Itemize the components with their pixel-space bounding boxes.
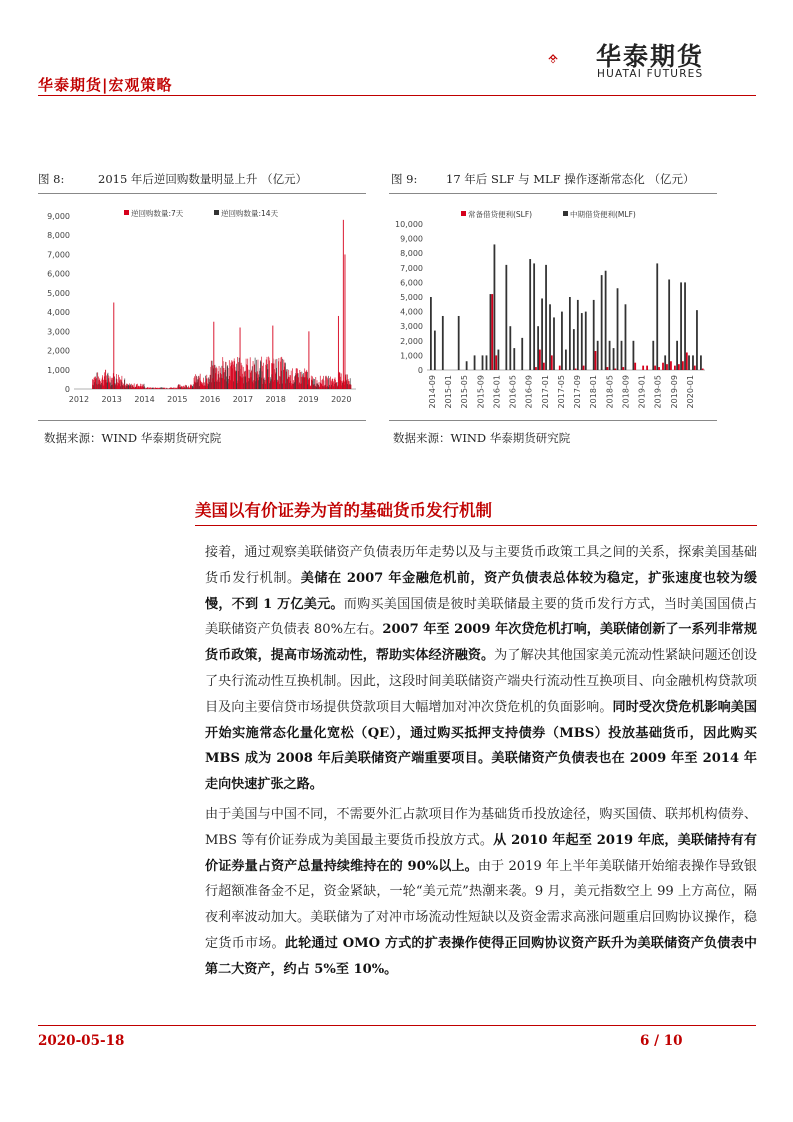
header-brand: 华泰期货|宏观策略 <box>38 76 173 94</box>
huatai-logo-icon <box>548 35 594 83</box>
slf-bar <box>543 363 545 370</box>
y-tick-label: 0 <box>64 385 70 394</box>
logo-en-text: HUATAI FUTURES <box>597 68 704 80</box>
mlf-bar <box>664 355 666 370</box>
chart8-bars <box>92 220 351 389</box>
x-tick-label: 2018 <box>265 395 286 404</box>
section-rule <box>195 525 757 526</box>
legend-label: 逆回购数量:7天 <box>131 209 184 218</box>
x-tick-label: 2016-05 <box>508 375 518 409</box>
y-tick-label: 8,000 <box>47 231 70 241</box>
figure-9-label: 图 9: <box>391 172 418 186</box>
y-tick-label: 5,000 <box>47 288 70 298</box>
y-tick-label: 0 <box>417 366 423 375</box>
figure-8-chart <box>38 200 366 412</box>
y-tick-label: 3,000 <box>400 322 423 332</box>
mlf-bar <box>561 312 563 370</box>
x-tick-label: 2013 <box>101 395 122 404</box>
y-tick-label: 7,000 <box>47 250 70 260</box>
mlf-bar <box>494 244 496 370</box>
x-tick-label: 2019-09 <box>669 375 679 409</box>
bar-peak <box>338 316 339 389</box>
slf-bar <box>694 366 696 370</box>
mlf-bar <box>430 297 432 370</box>
mlf-bar <box>625 304 627 370</box>
section-title: 美国以有价证券为首的基础货币发行机制 <box>195 501 492 520</box>
y-tick-label: 8,000 <box>400 249 423 259</box>
mlf-bar <box>676 341 678 370</box>
slf-bar <box>670 361 672 370</box>
y-tick-label: 4,000 <box>400 307 423 317</box>
legend-label: 常备借贷便利(SLF) <box>468 210 533 219</box>
legend-label: 中期借贷便利(MLF) <box>570 210 636 219</box>
y-tick-label: 5,000 <box>400 293 423 302</box>
mlf-bar <box>621 341 623 370</box>
bar-peak <box>240 327 241 389</box>
paragraph-run: 由于 2019 年上半年美联储开始缩表操作导致银行超额准备金不足，资金紧缺，一轮“美元荒”热潮来袭。9 月，美元指数空上 99 上方高位，隔夜利率波动加大。美联储为了对冲市场流动性短缺以及资金需求高涨问题重启回购协议操作，稳定货币市场。 <box>205 858 757 951</box>
paragraph-run: 由于美国与中国不同，不需要外汇占款项目作为基础货币投放途径，购买国债、联邦机构债券、MBS 等有价证券成为美国最主要货币投放方式。 <box>205 807 757 848</box>
figure-8-source: 数据来源：WIND 华泰期货研究院 <box>44 431 222 445</box>
bar-peak <box>345 254 346 389</box>
figure-9-source: 数据来源：WIND 华泰期货研究院 <box>393 431 571 445</box>
slf-bar <box>642 366 644 370</box>
mlf-bar <box>569 297 571 370</box>
x-tick-label: 2016-09 <box>524 375 534 409</box>
x-tick-label: 2020-01 <box>685 375 695 409</box>
figure-9-bottom-rule <box>389 420 717 421</box>
mlf-bar <box>509 326 511 370</box>
slf-bar <box>575 369 577 370</box>
figure-9-chart <box>389 200 717 416</box>
footer-rule <box>38 1025 756 1026</box>
y-tick-label: 9,000 <box>47 212 70 221</box>
slf-bar <box>666 364 668 370</box>
mlf-bar <box>537 326 539 370</box>
x-tick-label: 2019-01 <box>637 375 647 409</box>
slf-bar <box>674 366 676 370</box>
mlf-bar <box>585 312 587 370</box>
paragraph-text <box>205 802 757 983</box>
paragraph-run: 接着，通过观察美联储资产负债表历年走势以及与主要货币政策工具之间的关系，探索美国基础货币发行机制。 <box>205 545 757 586</box>
y-tick-label: 2,000 <box>400 336 423 346</box>
paragraph-text <box>205 540 757 798</box>
x-tick-label: 2015-01 <box>444 375 454 409</box>
mlf-bar <box>668 279 670 370</box>
y-tick-label: 2,000 <box>47 346 70 356</box>
slf-bar <box>646 366 648 370</box>
bar-peak <box>113 303 114 390</box>
mlf-bar <box>466 361 468 370</box>
chart9-bars <box>430 244 704 370</box>
bar-peak <box>343 220 344 389</box>
x-tick-label: 2018-01 <box>589 375 599 409</box>
slf-bar <box>495 355 497 370</box>
slf-bar <box>583 366 585 370</box>
slf-bar <box>535 367 537 370</box>
slf-bar <box>491 294 493 370</box>
mlf-bar <box>486 355 488 370</box>
figure-8-bottom-rule <box>38 420 366 421</box>
x-tick-label: 2016-01 <box>492 375 502 409</box>
mlf-bar <box>498 350 500 370</box>
slf-bar <box>539 350 541 370</box>
mlf-bar <box>680 282 682 370</box>
paragraph-1 <box>205 540 757 798</box>
mlf-bar <box>573 329 575 370</box>
mlf-bar <box>482 355 484 370</box>
mlf-bar <box>593 300 595 370</box>
mlf-bar <box>613 348 615 370</box>
figure-9-title: 17 年后 SLF 与 MLF 操作逐渐常态化 （亿元） <box>446 172 695 186</box>
y-tick-label: 7,000 <box>400 263 423 273</box>
mlf-bar <box>577 300 579 370</box>
bar-peak <box>213 322 214 389</box>
mlf-bar <box>696 310 698 370</box>
y-tick-label: 3,000 <box>47 327 70 337</box>
mlf-bar <box>601 275 603 370</box>
y-tick-label: 1,000 <box>400 351 423 361</box>
legend-swatch <box>461 211 466 216</box>
legend-swatch <box>563 211 568 216</box>
mlf-bar <box>565 350 567 370</box>
slf-bar <box>658 367 660 370</box>
y-tick-label: 9,000 <box>400 234 423 244</box>
legend-label: 逆回购数量:14天 <box>221 209 279 218</box>
figure-8-label: 图 8: <box>38 172 65 186</box>
mlf-bar <box>700 355 702 370</box>
header-rule <box>38 95 756 96</box>
mlf-bar <box>617 288 619 370</box>
mlf-bar <box>442 316 444 370</box>
bar <box>351 385 352 389</box>
slf-bar <box>702 369 704 370</box>
figure-8-top-rule <box>38 193 366 194</box>
slf-bar <box>595 351 597 370</box>
slf-bar <box>654 366 656 370</box>
mlf-bar <box>692 355 694 370</box>
x-tick-label: 2017 <box>232 395 254 404</box>
paragraph-run: 而购买美国国债是彼时美联储最主要的货币发行方式，当时美国国债占美联储资产负债表 80%左右。 <box>205 596 757 638</box>
footer-date: 2020-05-18 <box>38 1033 125 1049</box>
mlf-bar <box>633 341 635 370</box>
x-tick-label: 2015-05 <box>460 375 470 409</box>
paragraph-bold-run: 美储在 2007 年金融危机前，资产负债表总体较为稳定，扩张速度也较为缓慢，不到 1 万亿美元。 <box>205 570 757 612</box>
mlf-bar <box>490 294 492 370</box>
mlf-bar <box>513 348 515 370</box>
footer-page-number: 6 / 10 <box>640 1033 683 1049</box>
y-tick-label: 1,000 <box>47 365 70 375</box>
slf-bar <box>686 352 688 370</box>
x-tick-label: 2017-09 <box>573 375 583 409</box>
mlf-bar <box>533 263 535 370</box>
slf-bar <box>678 364 680 370</box>
x-tick-label: 2017-01 <box>540 375 550 409</box>
mlf-bar <box>684 282 686 370</box>
mlf-bar <box>656 263 658 370</box>
slf-bar <box>614 369 616 370</box>
slf-bar <box>551 355 553 370</box>
x-tick-label: 2014-09 <box>428 375 437 409</box>
slf-bar <box>607 367 609 370</box>
x-tick-label: 2019 <box>298 395 319 404</box>
slf-bar <box>662 363 664 370</box>
paragraph-2 <box>205 802 757 983</box>
y-tick-label: 6,000 <box>400 278 423 288</box>
slf-bar <box>634 363 636 370</box>
x-tick-label: 2014 <box>134 395 155 404</box>
x-tick-label: 2015 <box>167 395 188 404</box>
legend-swatch <box>214 210 219 215</box>
mlf-bar <box>541 298 543 370</box>
bar-peak <box>308 331 309 389</box>
mlf-bar <box>605 271 607 370</box>
y-tick-label: 4,000 <box>47 308 70 318</box>
y-tick-label: 10,000 <box>395 220 423 229</box>
logo-cn-text: 华泰期货 <box>596 42 705 71</box>
mlf-bar <box>549 304 551 370</box>
slf-bar <box>682 361 684 370</box>
x-tick-label: 2012 <box>68 395 90 404</box>
mlf-bar <box>609 341 611 370</box>
slf-bar <box>622 367 624 370</box>
x-tick-label: 2020 <box>331 395 352 404</box>
mlf-bar <box>474 355 476 370</box>
mlf-bar <box>553 317 555 370</box>
slf-bar <box>559 366 561 370</box>
mlf-bar <box>521 338 523 370</box>
mlf-bar <box>529 259 531 370</box>
x-tick-label: 2017-05 <box>556 375 566 409</box>
x-tick-label: 2018-09 <box>621 375 631 409</box>
paragraph-bold-run: 从 2010 年起至 2019 年底，美联储持有有价证券量占资产总量持续维持在的 90%以上。 <box>205 832 757 874</box>
paragraph-bold-run: 2007 年至 2009 年次贷危机打响，美联储创新了一系列非常规货币政策，提高市场流动性，帮助实体经济融资。 <box>205 622 758 664</box>
x-tick-label: 2018-05 <box>605 375 615 409</box>
x-tick-label: 2019-05 <box>653 375 663 409</box>
mlf-bar <box>505 265 507 370</box>
bar-peak <box>105 370 106 389</box>
mlf-bar <box>652 341 654 370</box>
mlf-bar <box>458 316 460 370</box>
paragraph-run: 为了解决其他国家美元流动性紧缺问题还创设了央行流动性互换机制。因此，这段时间美联储资产端央行流动性互换项目、向金融机构贷款项目及向主要信贷市场提供贷款项目大幅增加对冲次贷危机的负面影响。 <box>205 648 758 715</box>
figure-8-title: 2015 年后逆回购数量明显上升 （亿元） <box>98 172 308 186</box>
paragraph-bold-run: 此轮通过 OMO 方式的扩表操作使得正回购协议资产跃升为美联储资产负债表中第二大资产，约占 5%至 10%。 <box>205 935 758 977</box>
x-tick-label: 2015-09 <box>476 375 486 409</box>
x-tick-label: 2016 <box>199 395 221 404</box>
mlf-bar <box>434 331 436 370</box>
mlf-bar <box>581 313 583 370</box>
legend-swatch <box>124 210 129 215</box>
mlf-bar <box>597 341 599 370</box>
bar-peak <box>272 326 273 389</box>
paragraph-bold-run: 同时受次贷危机影响美国开始实施常态化量化宽松（QE），通过购买抵押支持债券（MBS）投放基础货币，因此购买 MBS 成为 2008 年后美联储资产端重要项目。美联储资产负债表也在 2009 年至 2014 年走向快速扩张之路。 <box>205 699 758 793</box>
mlf-bar <box>688 355 690 370</box>
figure-9-top-rule <box>389 193 717 194</box>
mlf-bar <box>545 265 547 370</box>
y-tick-label: 6,000 <box>47 269 70 279</box>
